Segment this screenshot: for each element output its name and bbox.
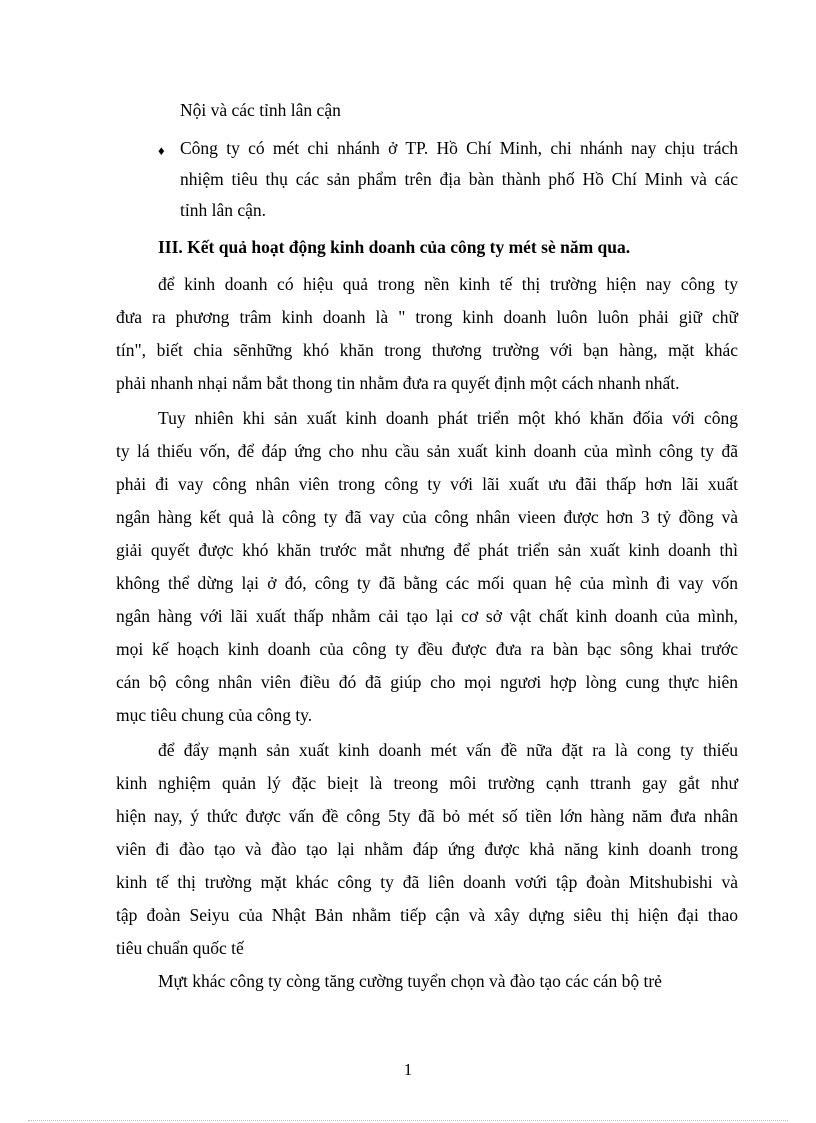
text-line: Công ty có mét chi nhánh ở TP. Hồ Chí Minh, chi nhánh nay chịu trách: [180, 138, 738, 158]
text-line: không thể dừng lại ở đó, công ty đã bằng các mối quan hệ của mình đi vay vốn: [116, 573, 738, 593]
text-line: mọi kế hoạch kinh doanh của công ty đều được đưa ra bàn bạc sông khai trước: [116, 639, 738, 659]
text-line: ngân hàng kết quả là công ty đã vay của công nhân vieen được hơn 3 tỷ đồng và: [116, 507, 738, 527]
text-line: kinh nghiệm quản lý đặc bieịt là treong môi trường cạnh ttranh gay gắt như: [116, 773, 738, 793]
text-line: đưa ra phương trâm kinh doanh là " trong kinh doanh luôn luôn phải giữ chữ: [116, 307, 738, 327]
bullet-diamond-icon: ♦: [158, 143, 165, 158]
text-line: hiện nay, ý thức được vấn đề công 5ty đã bỏ mét số tiền lớn hàng năm đưa nhân: [116, 806, 738, 826]
text-line: phải nhanh nhại nắm bắt thong tin nhằm đưa ra quyết định một cách nhanh nhất.: [116, 373, 680, 393]
text-line: để kinh doanh có hiệu quả trong nền kinh tế thị trường hiện nay công ty: [158, 274, 738, 294]
text-line: kinh tế thị trường mặt khác công ty đã liên doanh vơứi tập đoàn Mitshubishi và: [116, 872, 738, 892]
text-line: để đẩy mạnh sản xuất kinh doanh mét vấn đề nữa đặt ra là cong ty thiếu: [158, 740, 738, 760]
text-line: phải đi vay công nhân viên trong công ty với lãi xuất ưu đãi thấp hơn lãi xuất: [116, 474, 738, 494]
text-line: ty lá thiếu vốn, để đáp ứng cho nhu cầu sản xuất kinh doanh của mình công ty đã: [116, 441, 738, 461]
page-bottom-divider: [28, 1120, 788, 1121]
page-number: 1: [403, 1060, 413, 1079]
text-line: giải quyết được khó khăn trước mắt nhưng để phát triển sản xuất kinh doanh thì: [116, 540, 738, 560]
text-line: tín", biết chia sẽnhững khó khăn trong thương trường với bạn hàng, mặt khác: [116, 340, 738, 360]
text-line: viên đi đào tạo và đào tạo lại nhằm đáp ứng được khả năng kinh doanh trong: [116, 839, 738, 859]
text-line: tiêu chuẩn quốc tế: [116, 938, 244, 958]
text-line: Nội và các tỉnh lân cận: [180, 100, 341, 120]
text-line: nhiệm tiêu thụ các sản phẩm trên địa bàn thành phố Hồ Chí Minh và các: [180, 169, 738, 189]
section-heading: III. Kết quả hoạt động kinh doanh của công ty mét sè năm qua.: [158, 237, 631, 257]
text-line: mục tiêu chung của công ty.: [116, 705, 313, 725]
text-line: Tuy nhiên khi sản xuất kinh doanh phát triển một khó khăn đốia với công: [158, 408, 738, 428]
text-line: tập đoàn Seiyu của Nhật Bản nhằm tiếp cận và xây dựng siêu thị hiện đại thao: [116, 905, 738, 925]
text-line: ngân hàng với lãi xuất thấp nhằm cải tạo lại cơ sở vật chất kinh doanh của mình,: [116, 606, 738, 626]
text-line: cán bộ công nhân viên điều đó đã giúp cho mọi ngươi hợp lòng cung thực hiên: [116, 672, 738, 692]
text-line: tỉnh lân cận.: [180, 200, 267, 220]
text-line: Mựt khác công ty còng tăng cường tuyển chọn và đào tạo các cán bộ trẻ: [158, 971, 662, 991]
